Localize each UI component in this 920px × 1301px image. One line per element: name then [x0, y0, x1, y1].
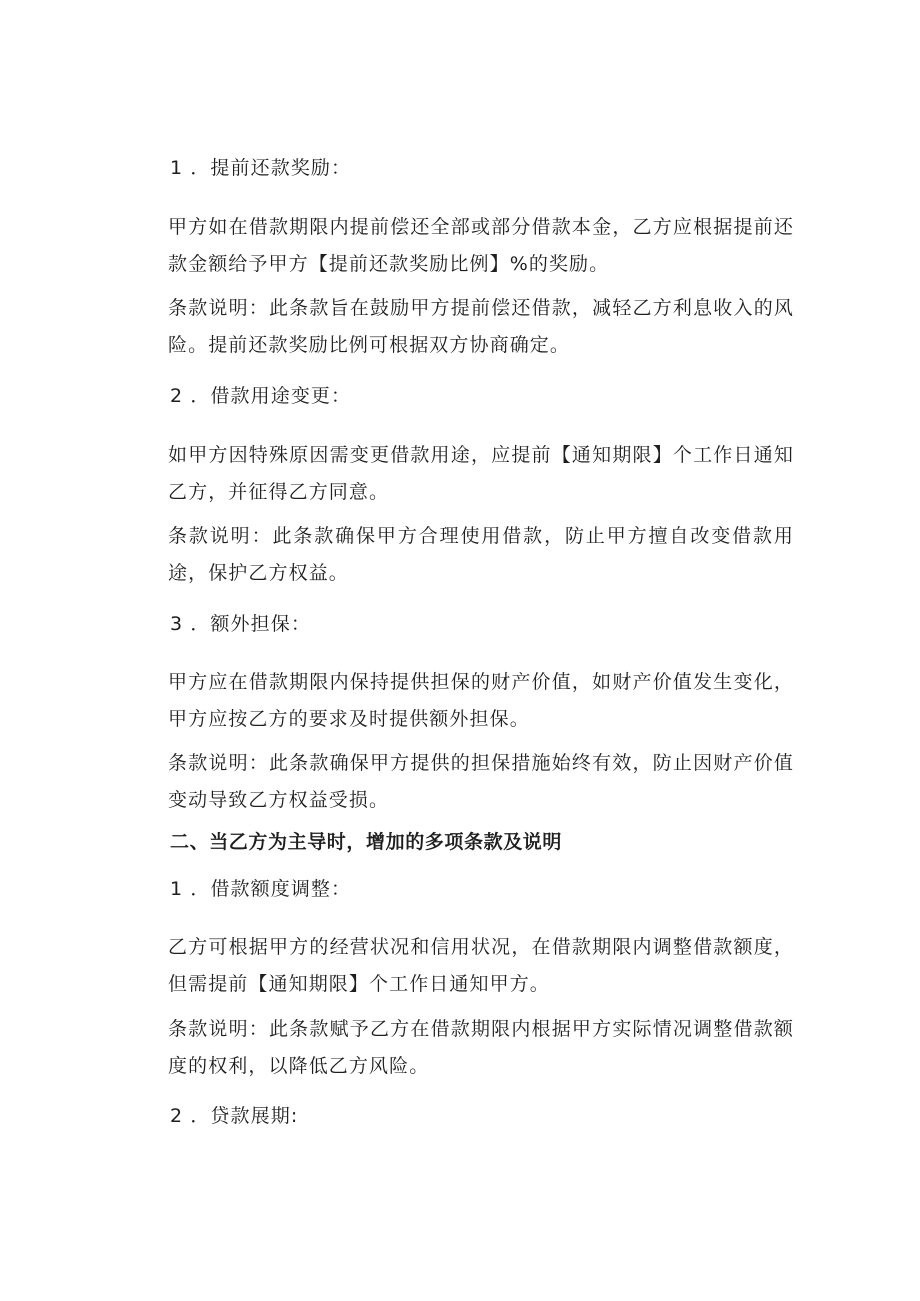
clause-title: 3 ．额外担保： [170, 613, 311, 635]
clause-body: 如甲方因特殊原因需变更借款用途，应提前【通知期限】个工作日通知乙方，并征得乙方同意。 [168, 444, 794, 503]
clause-body: 甲方应在借款期限内保持提供担保的财产价值，如财产价值发生变化，甲方应按乙方的要求及时提供额外担保。 [168, 671, 794, 730]
clause-note: 条款说明：此条款赋予乙方在借款期限内根据甲方实际情况调整借款额度的权利，以降低乙方风险。 [168, 1018, 794, 1077]
clause-note: 条款说明：此条款确保甲方提供的担保措施始终有效，防止因财产价值变动导致乙方权益受损。 [168, 752, 794, 811]
clause-note: 条款说明：此条款确保甲方合理使用借款，防止甲方擅自改变借款用途，保护乙方权益。 [168, 525, 794, 584]
clause-body: 乙方可根据甲方的经营状况和信用状况，在借款期限内调整借款额度，但需提前【通知期限】个工作日通知甲方。 [168, 936, 794, 995]
clause-title: 1 ．提前还款奖励： [170, 157, 352, 179]
clause-note: 条款说明：此条款旨在鼓励甲方提前偿还借款，减轻乙方利息收入的风险。提前还款奖励比例可根据双方协商确定。 [168, 297, 794, 356]
clause-body: 甲方如在借款期限内提前偿还全部或部分借款本金，乙方应根据提前还款金额给予甲方【提前还款奖励比例】%的奖励。 [168, 216, 794, 275]
section-heading: 二、当乙方为主导时，增加的多项条款及说明 [170, 831, 563, 853]
clause-title: 2 ．贷款展期: [170, 1105, 299, 1127]
clause-title: 1 ．借款额度调整： [170, 878, 352, 900]
clause-title: 2 ．借款用途变更： [170, 385, 352, 407]
